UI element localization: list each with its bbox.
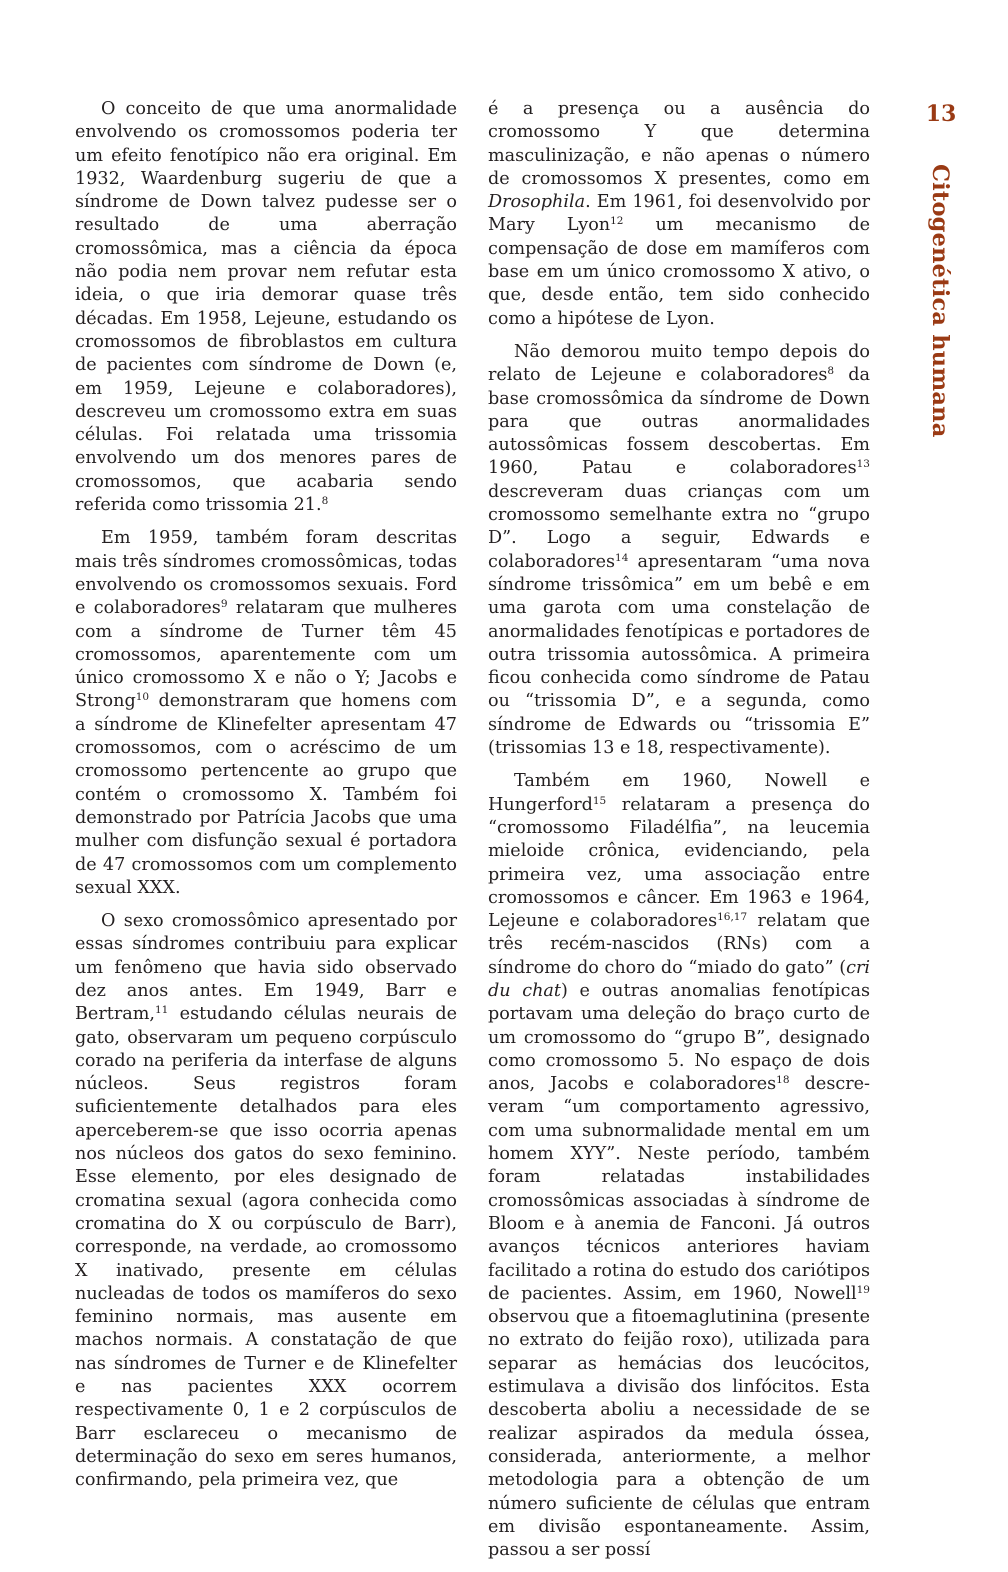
left-column bbox=[75, 98, 457, 1503]
footnote-ref: 16,17 bbox=[717, 911, 748, 924]
footnote-ref: 11 bbox=[155, 1004, 169, 1017]
page-number: 13 bbox=[925, 101, 957, 127]
footnote-ref: 15 bbox=[592, 794, 607, 807]
footnote-ref: 10 bbox=[135, 691, 150, 704]
footnote-ref: 9 bbox=[220, 598, 228, 611]
footnote-ref: 18 bbox=[776, 1074, 790, 1087]
running-title: Citogenética humana bbox=[927, 164, 953, 438]
footnote-ref: 19 bbox=[856, 1283, 870, 1296]
paragraph: O conceito de que uma anormalidade envolvendo os cromossomos poderia ter um efeito fenotípico não era original. Em 1932, Waardenburg sugeriu de que a síndrome de Down talvez pudesse ser o resultado de uma aberração cromossômica, mas a ciência da época não podia nem provar nem refutar esta ideia, o que iria demorar quase três décadas. Em 1958, Lejeune, estudando os cromossomos de fibroblastos em cultura de pacientes com síndrome de Down (e, em 1959, Lejeune e colaboradores), descreveu um cromossomo extra em suas células. Foi relatada uma trissomia envolvendo um dos menores pares de cromossomos, que acabaria sendo referida como trissomia 21.$^8$ bbox=[75, 99, 457, 516]
footnote-ref: 13 bbox=[856, 458, 870, 471]
paragraph: Também em 1960, Nowell e Hungerford$^{15}$ relataram a presença do “cromossomo Filadélfia”, na leucemia mieloide crônica, evidenciando, pela primeira vez, uma associação entre cromossomos e câncer. Em 1963 e 1964, Lejeune e colaboradores$^{16,17}$ relatam que três recém-nascidos (RNs) com a síndrome do choro do “miado do gato” (cri du chat) e outras anomalias fenotípicas portavam uma deleção do braço curto de um cromossomo do “grupo B”, designado como cromossomo 5. No espaço de dois anos, Jacobs e colaboradores$^{18}$ descreveram “um comportamento agressivo, com uma subnormalidade mental em um homem XYY”. Neste período, também foram relatadas instabilidades cromossômicas associadas à síndrome de Bloom e à anemia de Fanconi. Já outros avanços técnicos anteriores haviam facilitado a rotina do estudo dos cariótipos de pacientes. Assim, em 1960, Nowell$^{19}$ observou que a fitoemaglutinina (presente no extrato do feijão roxo), utilizada para separar as hemácias dos leucócitos, estimulava a divisão dos linfócitos. Esta descoberta aboliu a necessidade de se realizar aspirados da medula óssea, considerada, anteriormente, a melhor metodologia para a obtenção de um número suficiente de células que entram em divisão espontaneamente. Assim, passou a ser possí bbox=[488, 771, 870, 1561]
paragraph: é a presença ou a ausência do cromossomo Y que determina masculinização, e não apenas o número de cromossomos X presentes, como em Drosophila. Em 1961, foi desenvolvido por Mary Lyon$^{12}$ um mecanismo de compensação de dose em mamíferos com base em um único cromossomo X ativo, o que, desde então, tem sido conhecido como a hipótese de Lyon. bbox=[488, 99, 870, 329]
footnote-ref: 14 bbox=[615, 551, 629, 564]
footnote-ref: 8 bbox=[321, 495, 329, 508]
paragraph: O sexo cromossômico apresentado por essas síndromes contribuiu para explicar um fenômeno que havia sido observado dez anos antes. Em 1949, Barr e Bertram,$^{11}$ estudando células neurais de gato, observaram um pequeno corpúsculo corado na periferia da interfase de alguns núcleos. Seus registros foram suficientemente detalhados para eles aperceberem-se que isso ocorria apenas nos núcleos dos gatos do sexo feminino. Esse elemento, por eles designado de cromatina sexual (agora conhecida como cromatina do X ou corpúsculo de Barr), corresponde, na verdade, ao cromossomo X inativado, presente em células nucleadas de todos os mamíferos do sexo feminino normais, mas ausente em machos normais. A constatação de que nas síndromes de Turner e de Klinefelter e nas pacientes XXX ocorrem respectivamente 0, 1 e 2 corpúsculos de Barr esclareceu o mecanismo de determinação do sexo em seres humanos, confirmando, pela primeira vez, que bbox=[75, 911, 457, 1491]
footnote-ref: 8 bbox=[827, 365, 835, 378]
paragraph: Não demorou muito tempo depois do relato de Lejeune e colaboradores$^8$ da base cromossômica da síndrome de Down para que outras anormalidades autossômicas fossem descobertas. Em 1960, Patau e colaboradores$^{13}$ descreveram duas crianças com um cromossomo semelhante extra no “grupo D”. Logo a seguir, Edwards e colaboradores$^{14}$ apresentaram “uma nova síndrome trissômica” em um bebê e em uma garota com uma constelação de anormalidades fenotípicas e portadores de outra trissomia autossômica. A primeira ficou conhecida como síndrome de Patau ou “trissomia D”, e a segunda, como síndrome de Edwards ou “trissomia E” (trissomias 13 e 18, respectivamente). bbox=[488, 341, 870, 759]
paragraph: Em 1959, também foram descritas mais três síndromes cromossômicas, todas envolvendo os cromossomos sexuais. Ford e colaboradores$^9$ relataram que mulheres com a síndrome de Turner têm 45 cromossomos, aparentemente com um único cromossomo X e não o Y; Jacobs e Strong$^{10}$ demonstraram que homens com a síndrome de Klinefelter apresentam 47 cromossomos, com o acréscimo de um cromossomo pertencente ao grupo que contém o cromossomo X. Também foi demonstrado por Patrícia Jacobs que uma mulher com disfunção sexual é portadora de 47 cromossomos com um complemento sexual XXX. bbox=[75, 528, 457, 898]
footnote-ref: 12 bbox=[610, 215, 624, 228]
right-column bbox=[488, 98, 870, 1572]
